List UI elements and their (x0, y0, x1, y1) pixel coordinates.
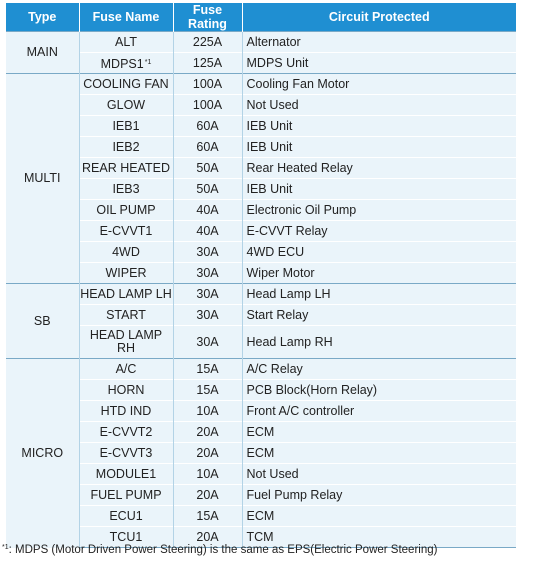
fuse-name-text: ALT (115, 34, 137, 49)
table-row (6, 74, 516, 95)
table-row (6, 284, 516, 305)
fuse-name-cell (79, 137, 173, 158)
fuse-rating-cell: 10A (173, 401, 242, 422)
footnote (2, 544, 437, 556)
circuit-cell: Start Relay (242, 305, 516, 326)
fuse-rating-cell: 60A (173, 137, 242, 158)
fuse-name-text: E-CVVT2 (99, 424, 153, 439)
table-row (6, 464, 516, 485)
circuit-cell: MDPS Unit (242, 53, 516, 74)
fuse-name-text: E-CVVT1 (99, 223, 153, 238)
circuit-cell: IEB Unit (242, 137, 516, 158)
circuit-header: Circuit Protected (242, 3, 516, 32)
fuse-rating-cell: 20A (173, 443, 242, 464)
fuse-rating-cell: 15A (173, 506, 242, 527)
fuse-name-text: HTD IND (100, 403, 152, 418)
type-header: Type (6, 3, 79, 32)
type-cell: MULTI (6, 74, 79, 284)
fuse-name-cell (79, 53, 173, 74)
fuse-table (6, 3, 516, 548)
table-row (6, 485, 516, 506)
table-row (6, 53, 516, 74)
fuse-name-cell (79, 464, 173, 485)
fuse-name-text: FUEL PUMP (90, 487, 162, 502)
circuit-cell: Head Lamp LH (242, 284, 516, 305)
table-row (6, 359, 516, 380)
footnote-text: : MDPS (Motor Driven Power Steering) is the same as EPS(Electric Power Steering) (8, 544, 438, 556)
fuse-name-header: Fuse Name (79, 3, 173, 32)
fuse-rating-cell: 100A (173, 95, 242, 116)
header-row (6, 3, 516, 32)
fuse-rating-cell: 50A (173, 158, 242, 179)
circuit-cell: Alternator (242, 32, 516, 53)
fuse-name-cell (79, 422, 173, 443)
type-cell: MAIN (6, 32, 79, 74)
fuse-name-text: HORN (107, 382, 145, 397)
fuse-name-cell (79, 305, 173, 326)
circuit-cell: Electronic Oil Pump (242, 200, 516, 221)
circuit-cell: Head Lamp RH (242, 326, 516, 359)
circuit-cell: Not Used (242, 464, 516, 485)
fuse-rating-cell: 30A (173, 263, 242, 284)
fuse-name-text: MODULE1 (95, 466, 157, 481)
fuse-name-text: A/C (115, 361, 137, 376)
fuse-rating-cell: 20A (173, 527, 242, 548)
circuit-cell: IEB Unit (242, 179, 516, 200)
fuse-name-text: 4WD (112, 244, 140, 259)
fuse-rating-cell: 60A (173, 116, 242, 137)
fuse-name-text: TCU1 (109, 529, 143, 544)
table-row (6, 506, 516, 527)
circuit-cell: ECM (242, 443, 516, 464)
fuse-rating-cell: 30A (173, 305, 242, 326)
table-row (6, 137, 516, 158)
fuse-name-text: ECU1 (109, 508, 143, 523)
circuit-cell: 4WD ECU (242, 242, 516, 263)
fuse-name-cell (79, 284, 173, 305)
fuse-name-cell (79, 263, 173, 284)
fuse-rating-cell: 40A (173, 221, 242, 242)
fuse-rating-cell: 20A (173, 485, 242, 506)
fuse-name-text: COOLING FAN (83, 76, 169, 91)
circuit-cell: Rear Heated Relay (242, 158, 516, 179)
circuit-cell: Not Used (242, 95, 516, 116)
circuit-cell: A/C Relay (242, 359, 516, 380)
circuit-cell: E-CVVT Relay (242, 221, 516, 242)
circuit-cell: IEB Unit (242, 116, 516, 137)
fuse-name-cell (79, 116, 173, 137)
table-row (6, 422, 516, 443)
fuse-name-text: IEB1 (112, 118, 140, 133)
fuse-name-text: OIL PUMP (96, 202, 156, 217)
table-row (6, 116, 516, 137)
table-row (6, 200, 516, 221)
table-row (6, 221, 516, 242)
fuse-rating-cell: 30A (173, 326, 242, 359)
circuit-cell: PCB Block(Horn Relay) (242, 380, 516, 401)
fuse-name-text: IEB3 (112, 181, 140, 196)
type-cell: SB (6, 284, 79, 359)
circuit-cell: Front A/C controller (242, 401, 516, 422)
fuse-name-text: MDPS1 (100, 56, 144, 71)
fuse-rating-cell: 125A (173, 53, 242, 74)
footnote-ref: *1 (144, 58, 152, 66)
table-row (6, 158, 516, 179)
fuse-name-cell (79, 326, 173, 359)
fuse-name-text: WIPER (105, 265, 147, 280)
fuse-name-cell (79, 485, 173, 506)
fuse-name-cell (79, 401, 173, 422)
table-row (6, 179, 516, 200)
fuse-name-cell (79, 380, 173, 401)
fuse-name-cell (79, 221, 173, 242)
table-row (6, 32, 516, 53)
fuse-name-text: REAR HEATED (82, 160, 170, 175)
fuse-name-cell (79, 95, 173, 116)
fuse-rating-cell: 15A (173, 359, 242, 380)
fuse-name-text: HEAD LAMP LH (80, 286, 172, 301)
fuse-name-text: START (106, 307, 146, 322)
table-row (6, 326, 516, 359)
circuit-cell: Cooling Fan Motor (242, 74, 516, 95)
fuse-rating-cell: 100A (173, 74, 242, 95)
circuit-cell: Fuel Pump Relay (242, 485, 516, 506)
fuse-name-text: E-CVVT3 (99, 445, 153, 460)
circuit-cell: TCM (242, 527, 516, 548)
fuse-rating-cell: 30A (173, 242, 242, 263)
fuse-name-cell (79, 74, 173, 95)
fuse-rating-cell: 225A (173, 32, 242, 53)
table-row (6, 305, 516, 326)
fuse-name-cell (79, 443, 173, 464)
table-row (6, 401, 516, 422)
fuse-name-cell (79, 359, 173, 380)
fuse-rating-cell: 10A (173, 464, 242, 485)
fuse-name-text: HEAD LAMP RH (89, 328, 163, 355)
fuse-rating-cell: 15A (173, 380, 242, 401)
fuse-name-cell (79, 200, 173, 221)
fuse-name-cell (79, 179, 173, 200)
circuit-cell: ECM (242, 422, 516, 443)
fuse-name-cell (79, 242, 173, 263)
table-row (6, 95, 516, 116)
fuse-rating-cell: 40A (173, 200, 242, 221)
fuse-rating-cell: 30A (173, 284, 242, 305)
type-cell: MICRO (6, 359, 79, 548)
table-row (6, 380, 516, 401)
fuse-name-cell (79, 32, 173, 53)
fuse-name-cell (79, 506, 173, 527)
table-row (6, 242, 516, 263)
circuit-cell: ECM (242, 506, 516, 527)
table-row (6, 263, 516, 284)
table-row (6, 443, 516, 464)
fuse-name-cell (79, 158, 173, 179)
fuse-name-text: IEB2 (112, 139, 140, 154)
fuse-rating-cell: 50A (173, 179, 242, 200)
fuse-rating-cell: 20A (173, 422, 242, 443)
footnote-mark: *1 (2, 544, 9, 551)
fuse-name-text: GLOW (106, 97, 146, 112)
fuse-rating-header: Fuse Rating (173, 3, 242, 32)
circuit-cell: Wiper Motor (242, 263, 516, 284)
fuse-table-body (6, 32, 516, 548)
